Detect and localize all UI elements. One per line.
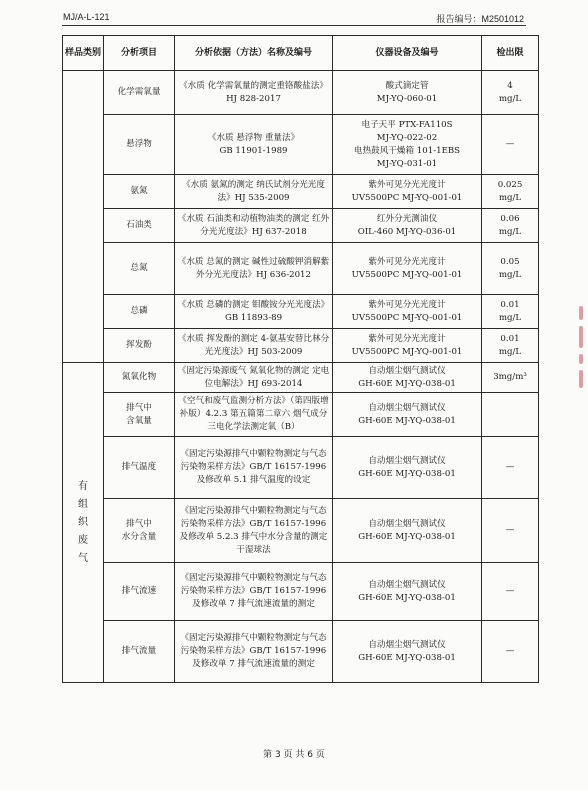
detection-limit-cell: 0.01 mg/L [482, 295, 539, 329]
instrument-cell: 自动烟尘烟气测试仪 GH-60E MJ-YQ-038-01 [333, 363, 482, 393]
detection-limit-cell: 0.01 mg/L [482, 329, 539, 363]
detection-limit-cell [482, 393, 539, 437]
col-instrument: 仪器设备及编号 [333, 36, 482, 71]
method-cell: 《水质 氨氮的测定 纳氏试剂分光光度法》HJ 535-2009 [175, 175, 333, 209]
instrument-cell: 酸式滴定管 MJ-YQ-060-01 [333, 71, 482, 115]
instrument-cell: 自动烟尘烟气测试仪 GH-60E MJ-YQ-038-01 [333, 393, 482, 437]
col-detection-limit: 检出限 [482, 36, 539, 71]
table-row [63, 621, 539, 683]
method-cell: 《固定污染源排气中颗粒物测定与气态污染物采样方法》GB/T 16157-1996 及修改单 7 排气流速流量的测定 [175, 563, 333, 621]
detection-limit-cell: — [482, 115, 539, 175]
analysis-item: 总氮 [104, 243, 175, 295]
instrument-cell: 紫外可见分光光度计 UV5500PC MJ-YQ-001-01 [333, 243, 482, 295]
header-rule [62, 25, 526, 26]
analysis-item: 排气温度 [104, 437, 175, 499]
method-cell: 《水质 总磷的测定 钼酸铵分光光度法》GB 11893-89 [175, 295, 333, 329]
document-code: MJ/A-L-121 [63, 12, 110, 22]
analysis-item: 排气中 水分含量 [104, 499, 175, 563]
method-cell: 《水质 挥发酚的测定 4-氨基安替比林分光光度法》HJ 503-2009 [175, 329, 333, 363]
detection-limit-cell: — [482, 437, 539, 499]
analysis-item: 氮氧化物 [104, 363, 175, 393]
analysis-item: 石油类 [104, 209, 175, 243]
method-cell: 《水质 总氮的测定 碱性过硫酸钾消解紫外分光光度法》HJ 636-2012 [175, 243, 333, 295]
detection-limit-cell: 0.06 mg/L [482, 209, 539, 243]
table-row [63, 437, 539, 499]
detection-limit-cell: — [482, 621, 539, 683]
report-number: 报告编号：M2501012 [436, 14, 524, 24]
table-row [63, 71, 539, 115]
table-row [63, 175, 539, 209]
page-number: 第 3 页 共 6 页 [263, 750, 325, 760]
detection-limit-cell: 4 mg/L [482, 71, 539, 115]
instrument-cell: 紫外可见分光光度计 UV5500PC MJ-YQ-001-01 [333, 175, 482, 209]
detection-limit-cell: 0.05 mg/L [482, 243, 539, 295]
detection-limit-cell: — [482, 499, 539, 563]
method-cell: 《固定污染源废气 氮氧化物的测定 定电位电解法》HJ 693-2014 [175, 363, 333, 393]
analysis-item: 化学需氧量 [104, 71, 175, 115]
method-cell: 《固定污染源排气中颗粒物测定与气态污染物采样方法》GB/T 16157-1996 及修改单 5.2.3 排气中水分含量的测定 干湿球法 [175, 499, 333, 563]
table-row [63, 363, 539, 393]
analysis-item: 悬浮物 [104, 115, 175, 175]
instrument-cell: 自动烟尘烟气测试仪 GH-60E MJ-YQ-038-01 [333, 499, 482, 563]
table-row [63, 329, 539, 363]
instrument-cell: 电子天平 PTX-FA110S MJ-YQ-022-02 电热鼓风干燥箱 101-1EBS MJ-YQ-031-01 [333, 115, 482, 175]
analysis-item: 排气流速 [104, 563, 175, 621]
analysis-item: 排气流量 [104, 621, 175, 683]
method-cell: 《水质 悬浮物 重量法》 GB 11901-1989 [175, 115, 333, 175]
analysis-item: 氨氮 [104, 175, 175, 209]
col-sample-category: 样品类别 [63, 36, 104, 71]
method-cell: 《水质 化学需氧量的测定重铬酸盐法》HJ 828-2017 [175, 71, 333, 115]
col-analysis-item: 分析项目 [104, 36, 175, 71]
col-method: 分析依据（方法）名称及编号 [175, 36, 333, 71]
method-cell: 《固定污染源排气中颗粒物测定与气态污染物采样方法》GB/T 16157-1996 及修改单 5.1 排气温度的设定 [175, 437, 333, 499]
table-header-row [63, 36, 539, 71]
detection-limit-cell: 3mg/m³ [482, 363, 539, 393]
analysis-methods-table [62, 35, 539, 683]
table-row [63, 393, 539, 437]
detection-limit-cell: — [482, 563, 539, 621]
table-row [63, 295, 539, 329]
method-cell: 《空气和废气监测分析方法》（第四版增补版）4.2.3 第五篇第二章六 烟气成分三电化学法测定氧（B） [175, 393, 333, 437]
method-cell: 《水质 石油类和动植物油类的测定 红外分光光度法》HJ 637-2018 [175, 209, 333, 243]
sample-category-organized-exhaust: 有 组 织 废 气 [63, 363, 104, 683]
method-cell: 《固定污染源排气中颗粒物测定与气态污染物采样方法》GB/T 16157-1996 及修改单 7 排气流速流量的测定 [175, 621, 333, 683]
instrument-cell: 紫外可见分光光度计 UV5500PC MJ-YQ-001-01 [333, 295, 482, 329]
table-row [63, 563, 539, 621]
instrument-cell: 自动烟尘烟气测试仪 GH-60E MJ-YQ-038-01 [333, 621, 482, 683]
instrument-cell: 自动烟尘烟气测试仪 GH-60E MJ-YQ-038-01 [333, 563, 482, 621]
analysis-item: 排气中 含氧量 [104, 393, 175, 437]
instrument-cell: 紫外可见分光光度计 UV5500PC MJ-YQ-001-01 [333, 329, 482, 363]
table-row [63, 243, 539, 295]
analysis-item: 挥发酚 [104, 329, 175, 363]
sample-category-water [63, 71, 104, 363]
table-row [63, 115, 539, 175]
table-row [63, 499, 539, 563]
instrument-cell: 自动烟尘烟气测试仪 GH-60E MJ-YQ-038-01 [333, 437, 482, 499]
table-row [63, 209, 539, 243]
seal-stamp-edge [574, 300, 588, 410]
detection-limit-cell: 0.025 mg/L [482, 175, 539, 209]
instrument-cell: 红外分光测油仪 OIL-460 MJ-YQ-036-01 [333, 209, 482, 243]
analysis-item: 总磷 [104, 295, 175, 329]
